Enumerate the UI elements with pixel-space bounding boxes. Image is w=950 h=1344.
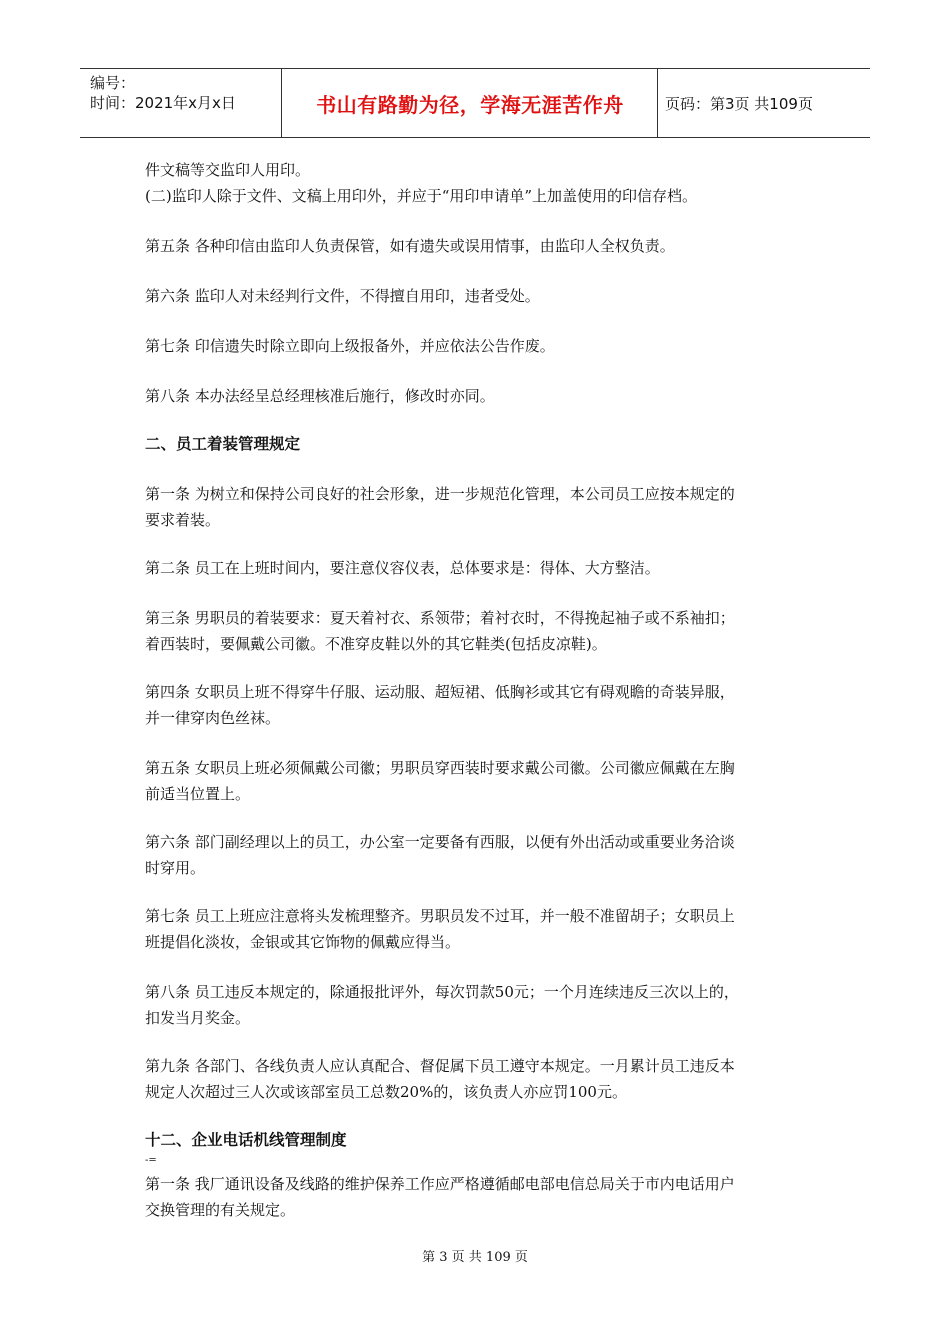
body-line: 第九条 各部门、各线负责人应认真配合、督促属下员工遵守本规定。一月累计员工违反本: [145, 1057, 735, 1075]
body-line: 第一条 为树立和保持公司良好的社会形象，进一步规范化管理，本公司员工应按本规定的: [145, 485, 735, 503]
body-line: 时穿用。: [145, 859, 206, 877]
body-line: 交换管理的有关规定。: [145, 1201, 296, 1219]
body-line: 着西装时，要佩戴公司徽。不准穿皮鞋以外的其它鞋类(包括皮凉鞋)。: [145, 635, 607, 653]
body-line: 第五条 各种印信由监印人负责保管，如有遗失或误用情事，由监印人全权负责。: [145, 237, 675, 255]
body-line: 第二条 员工在上班时间内，要注意仪容仪表，总体要求是：得体、大方整洁。: [145, 559, 660, 577]
body-line: 第六条 监印人对未经判行文件，不得擅自用印，违者受处。: [145, 287, 540, 305]
body-line: 要求着装。: [145, 511, 221, 529]
body-line: (二)监印人除于文件、文稿上用印外，并应于“用印申请单”上加盖使用的印信存档。: [145, 187, 698, 205]
header-divider-right: [657, 69, 658, 137]
body-line: 第八条 本办法经呈总经理核准后施行，修改时亦同。: [145, 387, 495, 405]
header-divider-left: [281, 69, 282, 137]
body-line: 扣发当月奖金。: [145, 1009, 251, 1027]
body-line: 第五条 女职员上班必须佩戴公司徽；男职员穿西装时要求戴公司徽。公司徽应佩戴在左胸: [145, 759, 735, 777]
body-line: 第七条 印信遗失时除立即向上级报备外，并应依法公告作废。: [145, 337, 555, 355]
body-line: 前适当位置上。: [145, 785, 251, 803]
document-time-label: 时间：2021年x月x日: [90, 94, 236, 112]
body-line: 第七条 员工上班应注意将头发梳理整齐。男职员发不过耳，并一般不准留胡子；女职员上: [145, 907, 735, 925]
body-line: 第八条 员工违反本规定的，除通报批评外，每次罚款50元；一个月连续违反三次以上的，: [145, 983, 739, 1001]
header-motto: 书山有路勤为径，学海无涯苦作舟: [316, 92, 624, 117]
header-meta: [90, 73, 280, 113]
section-heading: 二、员工着装管理规定: [145, 435, 301, 453]
body-line: 并一律穿肉色丝袜。: [145, 709, 281, 727]
page-footer: 第 3 页 共 109 页: [422, 1250, 528, 1265]
body-line: 规定人次超过三人次或该部室员工总数20%的，该负责人亦应罚100元。: [145, 1083, 627, 1101]
body-line: 第一条 我厂通讯设备及线路的维护保养工作应严格遵循邮电部电信总局关于市内电话用户: [145, 1175, 735, 1193]
stray-mark: -=: [145, 1155, 157, 1166]
body-line: 第三条 男职员的着装要求：夏天着衬衣、系领带；着衬衣时，不得挽起袖子或不系袖扣；: [145, 609, 735, 627]
body-line: 班提倡化淡妆，金银或其它饰物的佩戴应得当。: [145, 933, 461, 951]
header-page-info: 页码：第3页 共109页: [665, 94, 813, 113]
body-line: 第六条 部门副经理以上的员工，办公室一定要备有西服，以便有外出活动或重要业务洽谈: [145, 833, 735, 851]
section-heading: 十二、企业电话机线管理制度: [145, 1131, 347, 1149]
page-header: [80, 68, 870, 138]
body-line: 件文稿等交监印人用印。: [145, 161, 311, 179]
document-number-label: 编号：: [90, 74, 136, 92]
body-line: 第四条 女职员上班不得穿牛仔服、运动服、超短裙、低胸衫或其它有碍观瞻的奇装异服，: [145, 683, 735, 701]
